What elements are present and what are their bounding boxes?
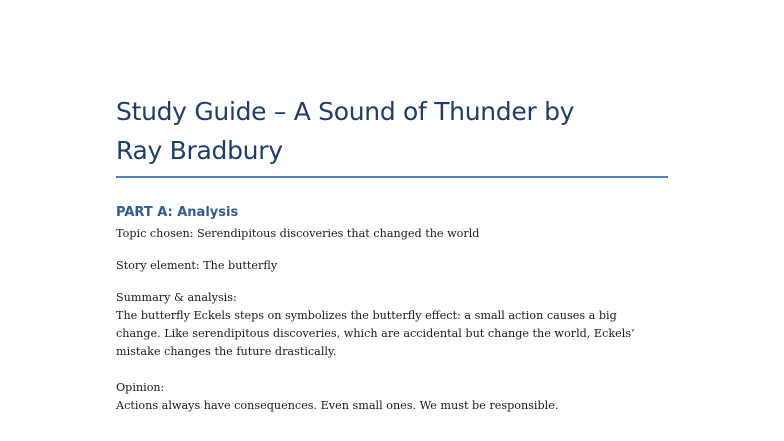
paragraph-spacer (116, 361, 668, 379)
title-line-2: Ray Bradbury (116, 136, 283, 165)
section-heading-part-a: PART A: Analysis (116, 205, 239, 220)
paragraph-spacer (116, 243, 668, 257)
summary-line-1: The butterfly Eckels steps on symbolizes the butterfly effect: a small action causes a big (116, 309, 617, 322)
title-underline-rule (116, 176, 668, 178)
story-element-paragraph: Story element: The butterfly (116, 259, 278, 272)
document-title (116, 92, 668, 170)
opinion-text: Actions always have consequences. Even small ones. We must be responsible. (116, 399, 559, 412)
title-line-1: Study Guide – A Sound of Thunder by (116, 97, 575, 126)
document-body (116, 92, 668, 415)
topic-paragraph: Topic chosen: Serendipitous discoveries that changed the world (116, 227, 480, 240)
summary-line-2: change. Like serendipitous discoveries, which are accidental but change the world, Eckels’ (116, 327, 635, 340)
summary-line-3: mistake changes the future drastically. (116, 345, 337, 358)
opinion-label: Opinion: (116, 381, 165, 394)
paragraph-spacer (116, 275, 668, 289)
summary-label: Summary & analysis: (116, 291, 237, 304)
